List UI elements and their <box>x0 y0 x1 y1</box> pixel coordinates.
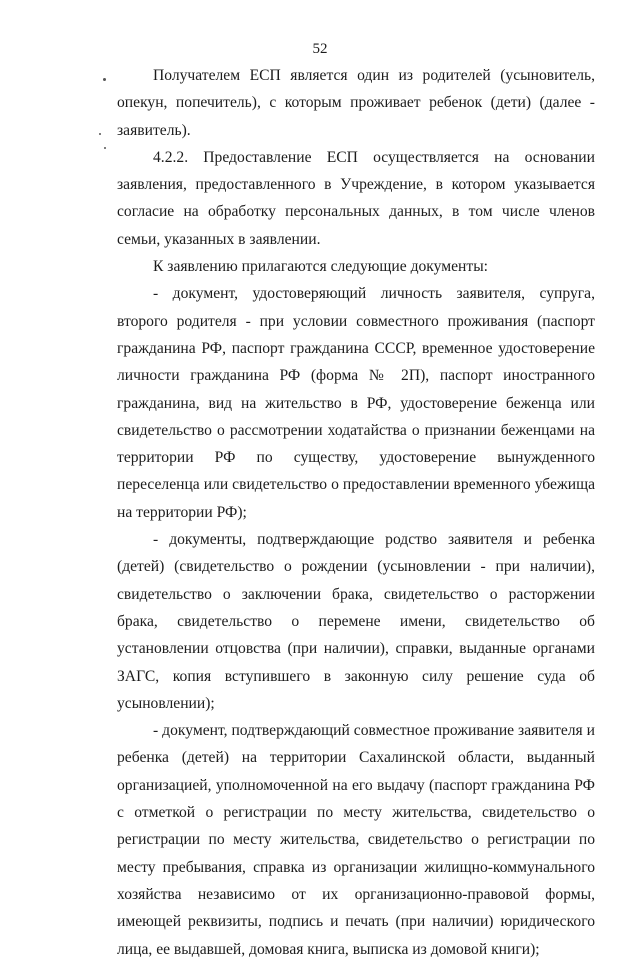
paragraph-4-2-2: 4.2.2. Предоставление ЕСП осуществляется на основании заявления, предоставленного в Учреждение, в котором указывается согласие на обработку персональных данных, в том числе членов семьи, указанных в заявлении. <box>117 148 595 248</box>
scan-speck <box>103 78 106 81</box>
paragraph-documents-intro: К заявлению прилагаются следующие документы: <box>153 258 489 276</box>
paragraph-recipient: Получателем ЕСП является один из родителей (усыновитель, опекун, попечитель), с которым проживает ребенок (дети) (далее - заявитель). <box>117 67 595 139</box>
paragraph-residence-documents: - документ, подтверждающий совместное проживание заявителя и ребенка (детей) на территории Сахалинской области, выданный организацией, уполномоченной на его выдачу (паспорт гражданина РФ с отметкой о регистрации по месту жительства, свидетельство о регистрации по месту жительства, свидетельство о регистрации по месту пребывания, справка из организации жилищно-коммунального хозяйства независимо от их организационно-правовой формы, имеющей реквизиты, подпись и печать (при наличии) юридического лица, ее выдавшей, домовая книга, выписка из домовой книги); <box>117 722 595 958</box>
paragraph-kinship-documents: - документы, подтверждающие родство заявителя и ребенка (детей) (свидетельство о рождении (усыновлении - при наличии), свидетельство о заключении брака, свидетельство о расторжении брака, свидетельство о перемене имени, свидетельство об установлении отцовства (при наличии), справки, выданные органами ЗАГС, копия вступившего в законную силу решение суда об усыновлении); <box>117 531 595 712</box>
document-body <box>117 62 595 963</box>
page-number: 52 <box>312 41 328 57</box>
scan-speck <box>104 147 106 149</box>
paragraph-identity-documents: - документ, удостоверяющий личность заявителя, супруга, второго родителя - при условии совместного проживания (паспорт гражданина РФ, паспорт гражданина СССР, временное удостоверение личности гражданина РФ (форма № 2П), паспорт иностранного гражданина, вид на жительство в РФ, удостоверение беженца или свидетельство о рассмотрении ходатайства о признании беженцами на территории РФ по существу, удостоверение вынужденного переселенца или свидетельство о предоставлении временного убежища на территории РФ); <box>117 285 595 521</box>
scan-speck <box>99 133 101 135</box>
